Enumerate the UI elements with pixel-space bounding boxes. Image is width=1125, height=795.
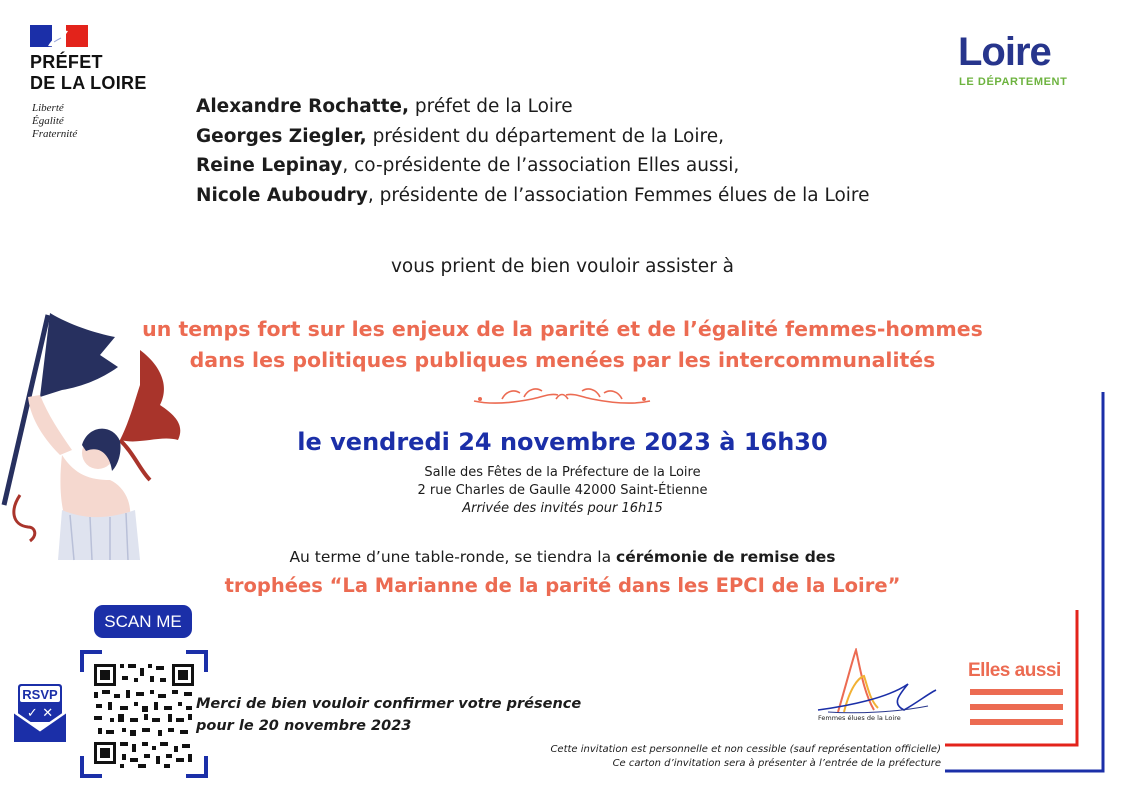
loire-logo: Loire (958, 30, 1051, 74)
ceremony-text: Au terme d’une table-ronde, se tiendra la cérémonie de remise des (289, 548, 836, 566)
ornament-divider (472, 385, 652, 413)
rsvp-check-marks: ✓ ✕ (26, 706, 54, 721)
loire-subtitle: LE DÉPARTEMENT (959, 76, 1068, 88)
prefet-title: PRÉFET DE LA LOIRE (30, 52, 147, 93)
elles-aussi-logo: Elles aussi (968, 660, 1061, 681)
event-venue: Salle des Fêtes de la Préfecture de la Loire 2 rue Charles de Gaulle 42000 Saint-Étienne Arrivée des invités pour 16h15 (417, 465, 708, 516)
host-line: Nicole Auboudry, présidente de l’association Femmes élues de la Loire (196, 184, 870, 206)
host-line: Reine Lepinay, co-présidente de l’association Elles aussi, (196, 155, 740, 176)
rsvp-envelope-icon (12, 682, 68, 750)
qr-code[interactable] (80, 650, 208, 782)
marianne-flag-logo (30, 25, 88, 47)
elles-aussi-bar (970, 689, 1063, 695)
rsvp-label: RSVP (22, 687, 58, 702)
rsvp-instructions: Merci de bien vouloir confirmer votre présence pour le 20 novembre 2023 (196, 696, 582, 734)
femmes-elues-label: Femmes élues de la Loire (818, 714, 901, 722)
elles-aussi-bar (970, 704, 1063, 710)
elles-aussi-bar (970, 719, 1063, 725)
legal-notice: Cette invitation est personnelle et non cessible (sauf représentation officielle) Ce carton d’invitation sera à présenter à l’entrée de la préfecture (550, 744, 941, 769)
prefet-motto: Liberté Égalité Fraternité (32, 102, 78, 140)
invite-text: vous prient de bien vouloir assister à (390, 256, 735, 277)
host-line: Georges Ziegler, président du département de la Loire, (196, 125, 724, 147)
host-line: Alexandre Rochatte, préfet de la Loire (196, 96, 573, 117)
trophees-title: trophées “La Marianne de la parité dans les EPCI de la Loire” (224, 574, 901, 597)
event-title: un temps fort sur les enjeux de la parité et de l’égalité femmes-hommes dans les politiques publiques menées par les intercommunalités (142, 317, 983, 372)
hosts-list (196, 92, 870, 210)
event-date: le vendredi 24 novembre 2023 à 16h30 (297, 428, 828, 456)
scan-me-label: SCAN ME (94, 605, 192, 638)
